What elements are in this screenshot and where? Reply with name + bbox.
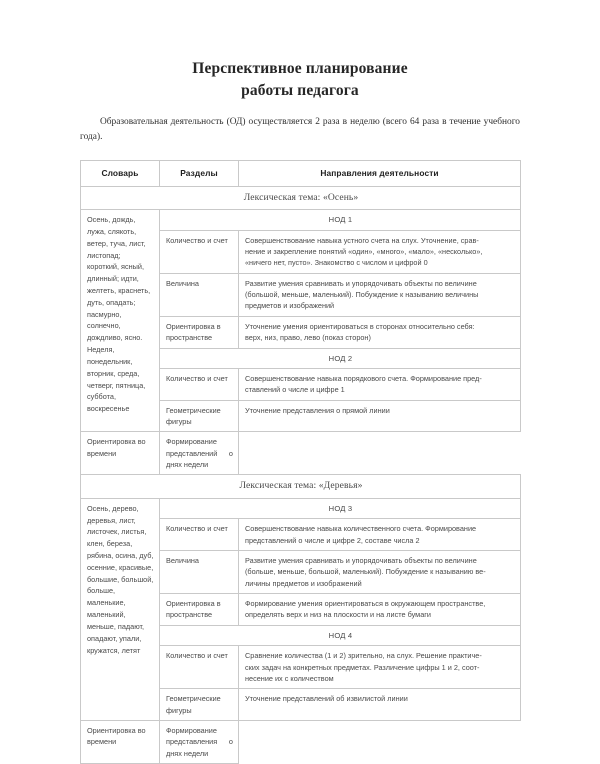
direction-cell-nod1-magnitude <box>239 273 521 316</box>
page-title <box>80 0 520 102</box>
vocabulary-cell-autumn: Осень, дождь, лужа, слякоть, ветер, туча, лист, листопад; короткий, ясный, длинный; идти, желтеть, краснеть, дуть, опадать; пасмурно, солнечно, дождливо, ясно. Неделя, понедельник, вторник, среда, четверг, пятница, суббота, воскресенье <box>81 210 160 432</box>
table-row <box>81 720 521 763</box>
column-header-directions: Направления деятельности <box>239 161 521 187</box>
intro-paragraph: Образовательная деятельность (ОД) осуществляется 2 раза в неделю (всего 64 раза в течение учебного года). <box>80 117 520 142</box>
lesson-row-nod1 <box>81 210 521 230</box>
direction-cell-nod4-shapes: Уточнение представлений об извилистой линии <box>239 689 521 721</box>
lesson-label-nod4: НОД 4 <box>160 625 521 645</box>
direction-cell-nod1-space <box>239 316 521 348</box>
section-cell-magnitude: Величина <box>160 273 239 316</box>
direction-line: определять верх и низ на плоскости и на листе бумаги <box>245 610 431 620</box>
direction-line: «ничего нет, пусто». Знакомство с числом и цифрой 0 <box>245 258 428 268</box>
direction-line: верх, низ, право, лево (показ сторон) <box>245 333 371 343</box>
direction-cell-nod3-space <box>239 594 521 626</box>
column-header-vocabulary: Словарь <box>81 161 160 187</box>
lesson-row-nod3 <box>81 498 521 518</box>
direction-line: Совершенствование навыка порядкового счета. Формирование пред- <box>245 373 482 383</box>
direction-line: Развитие умения сравнивать и упорядочивать объекты по величине <box>245 278 477 288</box>
section-cell-count: Количество и счет <box>160 230 239 273</box>
section-cell-count: Количество и счет <box>160 368 239 400</box>
vocabulary-cell-trees: Осень, дерево, деревья, лист, листочек, листья, клен, береза, рябина, осина, дуб, осенние, красивые, большие, большой, больше, маленькие, маленький, меньше, падают, опадают, упали, кружатся, летят <box>81 498 160 720</box>
direction-line: Уточнение умения ориентироваться в сторонах относительно себя: <box>245 321 475 331</box>
section-cell-time: Ориентировка во времени <box>81 432 160 475</box>
table-body <box>81 186 521 763</box>
section-cell-shapes: Геометрические фигуры <box>160 689 239 721</box>
direction-line: предметов и изображений <box>245 301 335 311</box>
direction-cell-nod3-count <box>239 519 521 551</box>
direction-line: ских задач на конкретных предметах. Различение цифры 1 и 2, соот- <box>245 662 480 672</box>
direction-cell-nod1-count <box>239 230 521 273</box>
section-cell-space: Ориентировка в пространстве <box>160 594 239 626</box>
page-title-line-2: работы педагога <box>241 82 359 99</box>
planning-table <box>80 160 521 764</box>
section-cell-shapes: Геометрические фигуры <box>160 400 239 432</box>
section-cell-count: Количество и счет <box>160 646 239 689</box>
direction-cell-nod2-count <box>239 368 521 400</box>
direction-line: Развитие умения сравнивать и упорядочивать объекты по величине <box>245 555 477 565</box>
section-cell-magnitude: Величина <box>160 550 239 593</box>
lesson-label-nod1: НОД 1 <box>160 210 521 230</box>
theme-row-autumn <box>81 186 521 209</box>
direction-cell-nod2-shapes: Уточнение представления о прямой линии <box>239 400 521 432</box>
table-header-row <box>81 161 521 187</box>
direction-line: ставлений о числе и цифре 1 <box>245 385 345 395</box>
lesson-label-nod2: НОД 2 <box>160 348 521 368</box>
section-cell-count: Количество и счет <box>160 519 239 551</box>
direction-line: представлений о числе и цифре 2, составе числа 2 <box>245 535 420 545</box>
page-title-line-1: Перспективное планирование <box>192 60 408 77</box>
direction-line: (большой, меньше, маленький). Побуждение к называнию величины <box>245 290 479 300</box>
theme-row-trees <box>81 475 521 498</box>
theme-title-trees: Лексическая тема: «Деревья» <box>81 475 521 498</box>
direction-line: личины предметов и изображений <box>245 578 362 588</box>
theme-title-autumn: Лексическая тема: «Осень» <box>81 186 521 209</box>
direction-line: несение их с количеством <box>245 673 334 683</box>
section-cell-time: Ориентировка во времени <box>81 720 160 763</box>
direction-line: Совершенствование навыка количественного счета. Формирование <box>245 524 477 534</box>
direction-cell-nod3-magnitude <box>239 550 521 593</box>
direction-line: Сравнение количества (1 и 2) зрительно, на слух. Решение практиче- <box>245 651 482 661</box>
direction-line: (больше, меньше, большой, маленький). Побуждение к называнию ве- <box>245 567 486 577</box>
section-cell-space: Ориентировка в пространстве <box>160 316 239 348</box>
direction-cell-nod4-time: Формирование представления о днях недели <box>160 720 239 763</box>
direction-cell-nod4-count <box>239 646 521 689</box>
direction-line: Формирование умения ориентироваться в окружающем пространстве, <box>245 599 486 609</box>
direction-cell-nod2-time: Формирование представлений о днях недели <box>160 432 239 475</box>
direction-line: Совершенствование навыка устного счета на слух. Уточнение, срав- <box>245 235 479 245</box>
lesson-label-nod3: НОД 3 <box>160 498 521 518</box>
column-header-sections: Разделы <box>160 161 239 187</box>
direction-line: нение и закрепление понятий «один», «много», «мало», «несколько», <box>245 246 483 256</box>
table-header <box>81 161 521 187</box>
table-row <box>81 432 521 475</box>
